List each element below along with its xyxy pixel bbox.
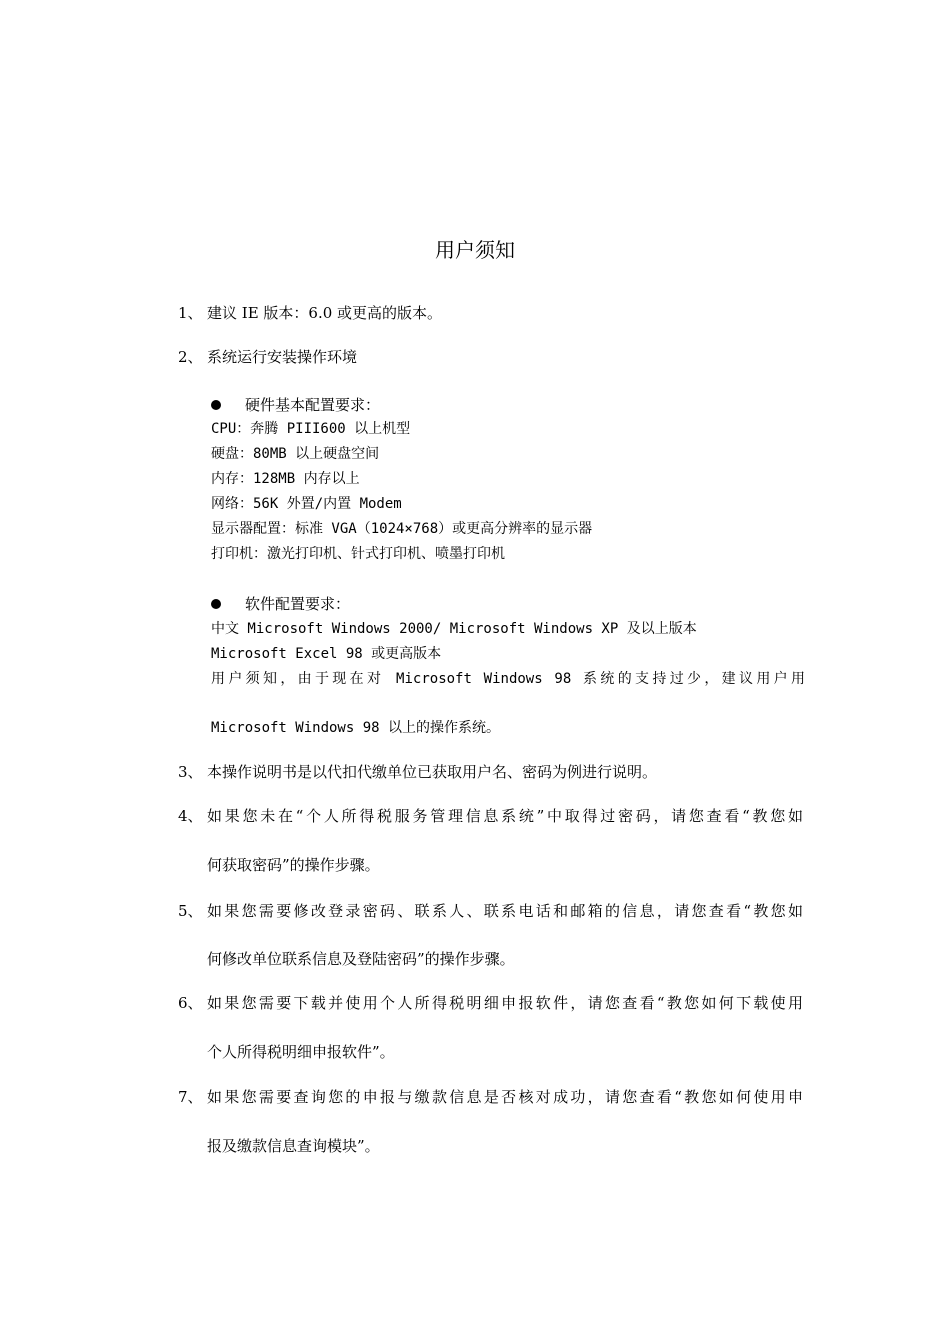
hardware-heading: 硬件基本配置要求： (245, 396, 381, 414)
item-number: 3、 (178, 763, 203, 781)
bullet-icon (211, 599, 221, 609)
item-text-continued: 报及缴款信息查询模块”。 (207, 1137, 380, 1155)
item-text: 如果您需要查询您的申报与缴款信息是否核对成功，请您查看“教您如何使用申 (207, 1088, 803, 1106)
item-text-continued: 何获取密码”的操作步骤。 (207, 856, 380, 874)
item-text: 建议 IE 版本：6.0 或更高的版本。 (207, 304, 443, 322)
item-text: 如果您需要修改登录密码、联系人、联系电话和邮箱的信息，请您查看“教您如 (207, 902, 803, 920)
item-number: 5、 (178, 902, 203, 920)
item-text: 如果您未在“个人所得税服务管理信息系统”中取得过密码，请您查看“教您如 (207, 807, 803, 825)
item-text: 本操作说明书是以代扣代缴单位已获取用户名、密码为例进行说明。 (207, 763, 658, 781)
item-number: 6、 (178, 994, 203, 1012)
item-text: 如果您需要下载并使用个人所得税明细申报软件，请您查看“教您如何下载使用 (207, 994, 803, 1012)
software-heading: 软件配置要求： (245, 595, 351, 613)
software-line: Microsoft Excel 98 或更高版本 (211, 646, 442, 662)
bullet-icon (211, 400, 221, 410)
hardware-line: 网络：56K 外置/内置 Modem (211, 496, 402, 512)
hardware-line: 内存：128MB 内存以上 (211, 471, 360, 487)
hardware-line: 打印机：激光打印机、针式打印机、喷墨打印机 (211, 546, 505, 562)
item-text: 系统运行安装操作环境 (207, 348, 358, 366)
page-title: 用户须知 (435, 238, 515, 262)
item-text-continued: 个人所得税明细申报软件”。 (207, 1043, 395, 1061)
hardware-line: 硬盘：80MB 以上硬盘空间 (211, 446, 380, 462)
hardware-line: 显示器配置：标准 VGA（1024×768）或更高分辨率的显示器 (211, 521, 593, 537)
item-number: 7、 (178, 1088, 203, 1106)
software-line: 中文 Microsoft Windows 2000/ Microsoft Windows XP 及以上版本 (211, 621, 697, 637)
item-number: 2、 (178, 348, 203, 366)
item-number: 1、 (178, 304, 203, 322)
item-text-continued: 何修改单位联系信息及登陆密码”的操作步骤。 (207, 950, 515, 968)
item-number: 4、 (178, 807, 203, 825)
software-line: Microsoft Windows 98 以上的操作系统。 (211, 720, 501, 736)
hardware-line: CPU：奔腾 PIII600 以上机型 (211, 421, 411, 437)
software-line: 用户须知，由于现在对 Microsoft Windows 98 系统的支持过少，建议用户用 (211, 671, 805, 687)
